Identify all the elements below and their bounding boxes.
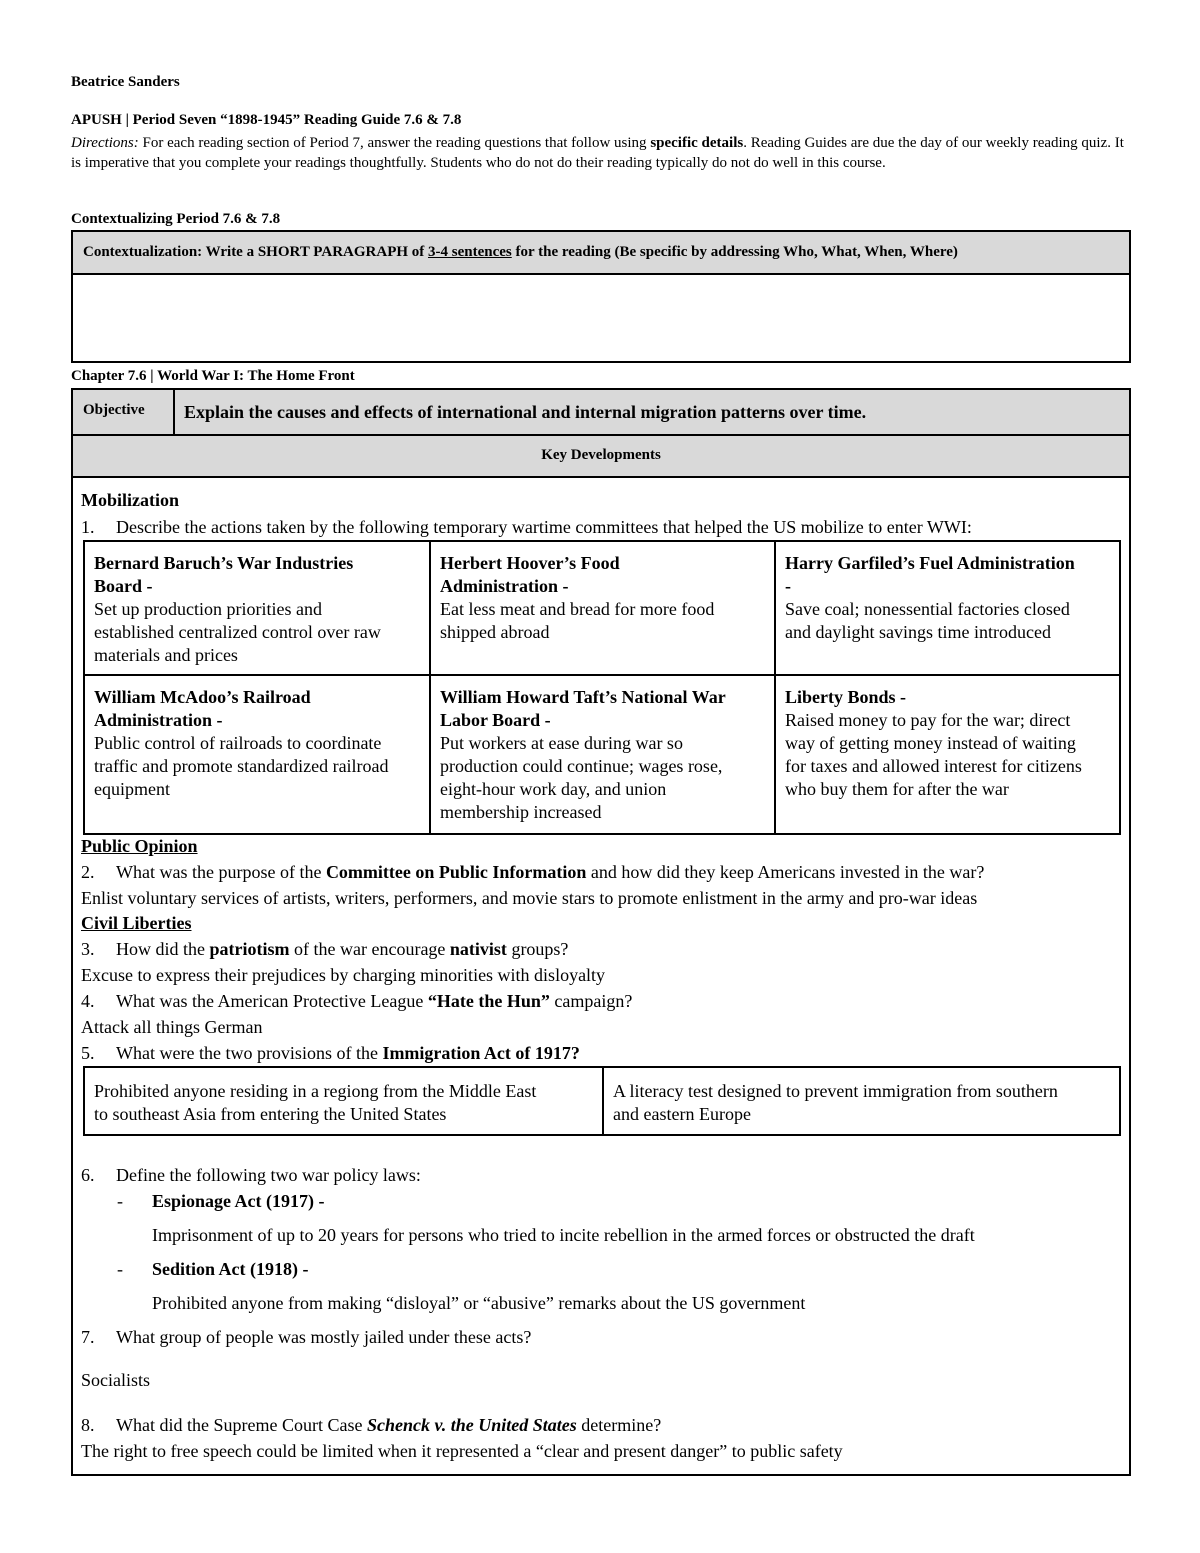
mobilization-heading: Mobilization — [81, 490, 179, 510]
committee-cell-war-industries — [85, 542, 429, 674]
question-2 — [81, 861, 984, 884]
question-4 — [81, 990, 632, 1013]
cell-answer: who buy them for after the war — [785, 779, 1009, 799]
question-number: 7. — [81, 1327, 95, 1347]
question-7 — [81, 1326, 531, 1349]
chapter-heading: Chapter 7.6 | World War I: The Home Front — [71, 368, 355, 384]
espionage-act-definition: Imprisonment of up to 20 years for persons who tried to incite rebellion in the armed forces or obstructed the draft — [152, 1225, 975, 1245]
directions — [71, 133, 1133, 173]
espionage-act-label: Espionage Act (1917) - — [152, 1191, 325, 1211]
committee-table — [83, 540, 1121, 835]
provision-2 — [604, 1068, 1119, 1134]
cell-title: Board - — [94, 576, 153, 596]
question-5 — [81, 1042, 580, 1065]
contextualizing-heading: Contextualizing Period 7.6 & 7.8 — [71, 211, 281, 227]
cell-answer: shipped abroad — [440, 622, 550, 642]
contextualization-box — [71, 230, 1131, 363]
cell-answer: Public control of railroads to coordinate — [94, 733, 382, 753]
cell-answer: way of getting money instead of waiting — [785, 733, 1076, 753]
cell-title: Administration - — [440, 576, 569, 596]
ctx-prompt-post: for the reading (Be specific by addressing Who, What, When, Where) — [511, 244, 958, 260]
cell-title: Herbert Hoover’s Food — [440, 553, 620, 573]
question-text: and how did they keep Americans invested in the war? — [586, 862, 985, 882]
committee-cell-war-labor — [431, 676, 774, 833]
directions-text-1: For each reading section of Period 7, answer the reading questions that follow using — [138, 135, 651, 151]
answer-2: Enlist voluntary services of artists, writers, performers, and movie stars to promote enlistment in the army and pro-war ideas — [81, 888, 978, 908]
objective-divider — [173, 390, 175, 434]
directions-text-2: . Reading Guides are due the day of our weekly reading quiz. It is imperative that you complete your readings thoughtfully. Students who do not do their reading typically do not do well in this course. — [71, 135, 1124, 171]
provision-line: to southeast Asia from entering the United States — [94, 1104, 447, 1124]
cell-answer: and daylight savings time introduced — [785, 622, 1051, 642]
question-text: groups? — [506, 939, 569, 959]
immigration-act-table — [83, 1066, 1121, 1136]
ctx-prompt-pre: Contextualization: Write a SHORT PARAGRAPH of — [83, 244, 429, 260]
question-text: What did the Supreme Court Case — [116, 1415, 367, 1435]
committee-cell-food — [431, 542, 774, 674]
question-bold: patriotism — [209, 939, 290, 959]
provision-line: Prohibited anyone residing in a regiong from the Middle East — [94, 1081, 537, 1101]
answer-3: Excuse to express their prejudices by charging minorities with disloyalty — [81, 965, 606, 985]
student-name: Beatrice Sanders — [71, 74, 180, 90]
question-bold: Immigration Act of 1917? — [382, 1043, 580, 1063]
objective-label: Objective — [83, 402, 145, 418]
cell-title: Harry Garfiled’s Fuel Administration — [785, 553, 1075, 573]
cell-answer: Put workers at ease during war so — [440, 733, 683, 753]
cell-answer: membership increased — [440, 802, 602, 822]
answer-8: The right to free speech could be limited when it represented a “clear and present danger” to public safety — [81, 1441, 843, 1461]
question-number: 5. — [81, 1043, 95, 1063]
objective-text: Explain the causes and effects of international and internal migration patterns over time. — [184, 402, 867, 422]
question-text: Define the following two war policy laws: — [116, 1165, 421, 1185]
dash-bullet: - — [117, 1259, 123, 1279]
answer-4: Attack all things German — [81, 1017, 263, 1037]
contextualization-prompt — [73, 232, 1129, 275]
sedition-act-definition: Prohibited anyone from making “disloyal” or “abusive” remarks about the US government — [152, 1293, 806, 1313]
cell-answer: eight-hour work day, and union — [440, 779, 667, 799]
cell-title: Bernard Baruch’s War Industries — [94, 553, 354, 573]
cell-answer: traffic and promote standardized railroad — [94, 756, 389, 776]
committee-cell-fuel — [776, 542, 1119, 674]
document-title: APUSH | Period Seven “1898-1945” Reading Guide 7.6 & 7.8 — [71, 112, 462, 128]
question-text: What was the purpose of the — [116, 862, 326, 882]
question-8 — [81, 1414, 661, 1437]
provision-1 — [85, 1068, 602, 1134]
key-developments-header: Key Developments — [73, 436, 1129, 478]
answer-7: Socialists — [81, 1370, 151, 1390]
question-1 — [81, 516, 972, 539]
question-number: 3. — [81, 939, 95, 959]
cell-title: Labor Board - — [440, 710, 551, 730]
dash-bullet: - — [117, 1191, 123, 1211]
contextualization-answer[interactable] — [73, 275, 1129, 361]
provision-line: and eastern Europe — [613, 1104, 751, 1124]
question-text: campaign? — [549, 991, 633, 1011]
court-case-name: Schenck v. the United States — [366, 1415, 577, 1435]
cell-answer: materials and prices — [94, 645, 238, 665]
committee-cell-liberty-bonds — [776, 676, 1119, 833]
chapter-table — [71, 388, 1131, 1476]
cell-answer: for taxes and allowed interest for citizens — [785, 756, 1082, 776]
cell-title: - — [785, 576, 791, 596]
question-3 — [81, 938, 568, 961]
cell-title: Liberty Bonds - — [785, 687, 907, 707]
public-opinion-heading: Public Opinion — [81, 836, 198, 856]
cell-answer: production could continue; wages rose, — [440, 756, 723, 776]
question-text: What group of people was mostly jailed under these acts? — [116, 1327, 532, 1347]
question-text: What was the American Protective League — [116, 991, 428, 1011]
question-number: 1. — [81, 517, 95, 537]
cell-answer: equipment — [94, 779, 170, 799]
question-bold: Committee on Public Information — [325, 862, 587, 882]
cell-answer: Save coal; nonessential factories closed — [785, 599, 1070, 619]
question-number: 8. — [81, 1415, 95, 1435]
question-text: What were the two provisions of the — [116, 1043, 383, 1063]
question-text: determine? — [576, 1415, 662, 1435]
question-number: 4. — [81, 991, 95, 1011]
question-text: How did the — [116, 939, 210, 959]
committee-cell-railroad — [85, 676, 429, 833]
question-number: 6. — [81, 1165, 95, 1185]
cell-title: Administration - — [94, 710, 223, 730]
question-bold: nativist — [449, 939, 507, 959]
cell-answer: established centralized control over raw — [94, 622, 381, 642]
cell-answer: Set up production priorities and — [94, 599, 322, 619]
cell-title: William McAdoo’s Railroad — [94, 687, 311, 707]
cell-answer: Eat less meat and bread for more food — [440, 599, 715, 619]
question-text: of the war encourage — [289, 939, 450, 959]
directions-bold: specific details — [650, 135, 744, 151]
objective-row — [73, 390, 1129, 436]
cell-answer: Raised money to pay for the war; direct — [785, 710, 1071, 730]
ctx-prompt-underlined: 3-4 sentences — [428, 244, 512, 260]
cell-title: William Howard Taft’s National War — [440, 687, 726, 707]
question-bold: “Hate the Hun” — [427, 991, 550, 1011]
provision-line: A literacy test designed to prevent immigration from southern — [613, 1081, 1058, 1101]
question-6 — [81, 1164, 421, 1187]
sedition-act-label: Sedition Act (1918) - — [152, 1259, 309, 1279]
question-text: Describe the actions taken by the following temporary wartime committees that helped the US mobilize to enter WWI: — [116, 517, 972, 537]
directions-label: Directions: — [71, 135, 139, 151]
question-number: 2. — [81, 862, 95, 882]
civil-liberties-heading: Civil Liberties — [81, 913, 192, 933]
